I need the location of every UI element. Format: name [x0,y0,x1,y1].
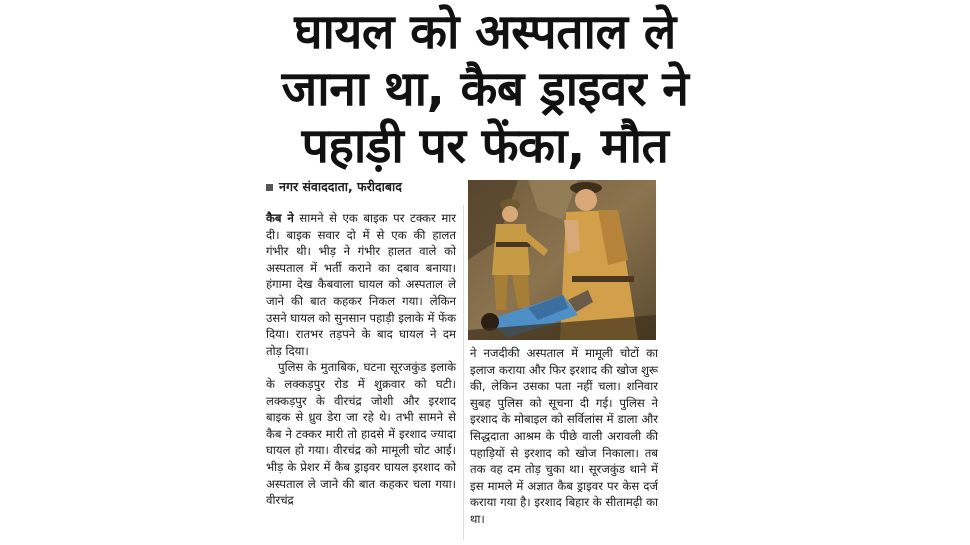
article-paragraph-3: ने नजदीकी अस्पताल में मामूली चोटों का इलाज कराया और फिर इरशाद की खोज शुरू की, लेकिन उसका पता नहीं चला। शनिवार सुबह पुलिस को सूचना दी गई। पुलिस ने इरशाद के मोबाइल को सर्विलांस में डाला और सिद्धदाता आश्रम के पीछे वाली अरावली की पहाड़ियों से इरशाद को खोज निकाला। तब तक वह दम तोड़ चुका था। सूरजकुंड थाने में इस मामले में अज्ञात कैब ड्राइवर पर केस दर्ज कराया गया है। इरशाद बिहार के सीतामढ़ी का था। [470,346,658,526]
bullet-square-icon [266,184,273,191]
news-illustration [468,180,656,340]
illustration-svg [468,180,656,340]
byline [266,178,402,195]
article-paragraph-1 [266,210,456,359]
column-divider [463,205,464,540]
headline-line-2: जाना था, कैब ड्राइवर ने [281,61,689,117]
byline-text: नगर संवाददाता, फरीदाबाद [279,179,402,194]
article-column-1 [266,210,456,509]
headline [250,4,720,175]
headline-line-3: पहाड़ी पर फेंका, मौत [301,118,669,174]
article-column-2 [470,345,658,528]
article-paragraph-2: पुलिस के मुताबिक, घटना सूरजकुंड इलाके के लक्कड़पुर रोड में शुक्रवार को घटी। लक्कड़पुर के वीरचंद्र जोशी और इरशाद बाइक से ध्रुव डेरा जा रहे थे। तभी सामने से कैब ने टक्कर मारी तो हादसे में इरशाद ज्यादा घायल हो गया। वीरचंद्र को मामूली चोट आई। भीड़ के प्रेशर में कैब ड्राइवर घायल इरशाद को अस्पताल ले जाने की बात कहकर चला गया। वीरचंद्र [266,360,456,508]
headline-line-1: घायल को अस्पताल ले [294,4,676,60]
paragraph-1-text: सामने से एक बाइक पर टक्कर मार दी। बाइक सवार दो में से एक की हालत गंभीर थी। भीड़ ने गंभीर हालत वाले को अस्पताल में भर्ती कराने का दबाव बनाया। हंगामा देख कैबवाला घायल को अस्पताल ले जाने की बात कहकर निकल गया। लेकिन उसने घायल को सुनसान पहाड़ी इलाके में फेंक दिया। रातभर तड़पने के बाद घायल ने दम तोड़ दिया। [266,211,457,358]
lead-words: कैब ने [266,211,294,225]
